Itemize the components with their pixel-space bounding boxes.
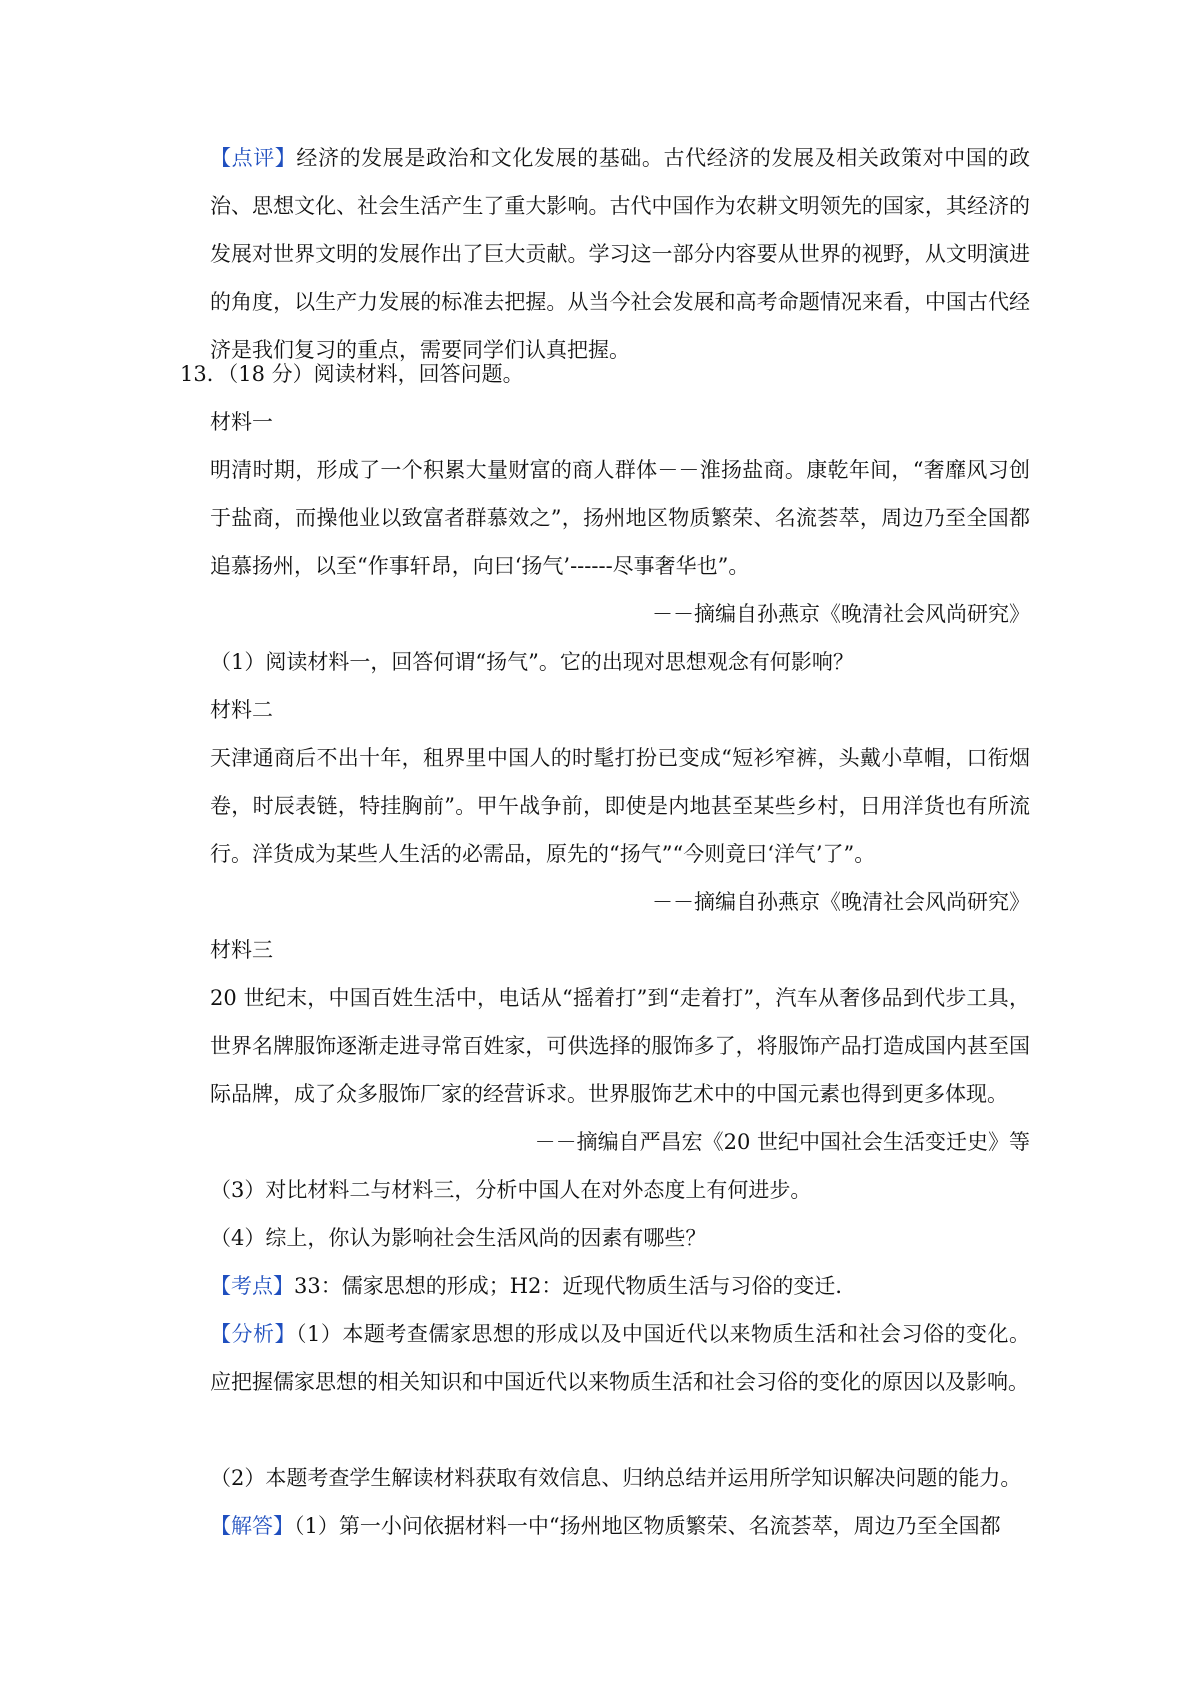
fenxi-text-1: （1）本题考查儒家思想的形成以及中国近代以来物质生活和社会习俗的变化。应把握儒家思想的相关知识和中国近代以来物质生活和社会习俗的变化的原因以及影响。 — [210, 1322, 1030, 1394]
material2-source — [210, 878, 1030, 926]
question-header — [180, 350, 1000, 398]
material1-title — [210, 398, 1030, 446]
question-3-text: （3）对比材料二与材料三，分析中国人在对外态度上有何进步。 — [210, 1178, 812, 1202]
jieda-tag: 【解答】 — [210, 1514, 294, 1538]
kaodian-paragraph — [210, 1262, 1030, 1310]
material1-source-text: －－摘编自孙燕京《晚清社会风尚研究》 — [652, 602, 1030, 626]
kaodian-tag: 【考点】 — [210, 1274, 294, 1298]
material3-title — [210, 926, 1030, 974]
comment-text: 经济的发展是政治和文化发展的基础。古代经济的发展及相关政策对中国的政治、思想文化、社会生活产生了重大影响。古代中国作为农耕文明领先的国家，其经济的发展对世界文明的发展作出了巨大贡献。学习这一部分内容要从世界的视野，从文明演进的角度，以生产力发展的标准去把握。从当今社会发展和高考命题情况来看，中国古代经济是我们复习的重点，需要同学们认真把握。 — [210, 146, 1031, 362]
fenxi-paragraph-1 — [210, 1310, 1030, 1406]
material3-body: 20 世纪末，中国百姓生活中，电话从“摇着打”到“走着打”，汽车从奢侈品到代步工具，世界名牌服饰逐渐走进寻常百姓家，可供选择的服饰多了，将服饰产品打造成国内甚至国际品牌，成了众多服饰厂家的经营诉求。世界服饰艺术中的中国元素也得到更多体现。 — [210, 986, 1030, 1106]
material2-title — [210, 686, 1030, 734]
material1-title-text: 材料一 — [210, 410, 273, 434]
question-3 — [210, 1166, 1030, 1214]
question-4-text: （4）综上，你认为影响社会生活风尚的因素有哪些？ — [210, 1226, 707, 1250]
question-4 — [210, 1214, 1030, 1262]
kaodian-text: 33：儒家思想的形成；H2：近现代物质生活与习俗的变迁． — [294, 1274, 857, 1298]
fenxi-text-2: （2）本题考查学生解读材料获取有效信息、归纳总结并运用所学知识解决问题的能力。 — [210, 1466, 1022, 1490]
material2-body: 天津通商后不出十年，租界里中国人的时髦打扮已变成“短衫窄裤，头戴小草帽，口衔烟卷，时辰表链，特挂胸前”。甲午战争前，即使是内地甚至某些乡村，日用洋货也有所流行。洋货成为某些人生活的必需品，原先的“扬气”“今则竟曰‘洋气’了”。 — [210, 746, 1030, 866]
material2-text — [210, 734, 1030, 878]
material2-source-text: －－摘编自孙燕京《晚清社会风尚研究》 — [652, 890, 1030, 914]
jieda-paragraph — [210, 1502, 1030, 1550]
fenxi-paragraph-2 — [210, 1454, 1030, 1502]
comment-tag: 【点评】 — [210, 146, 297, 170]
jieda-text: （1）第一小问依据材料一中“扬州地区物质繁荣、名流荟萃，周边乃至全国都 — [294, 1514, 1001, 1538]
fenxi-tag: 【分析】 — [210, 1322, 297, 1346]
question-header-text: 13．（18 分）阅读材料，回答问题。 — [180, 362, 524, 386]
material3-title-text: 材料三 — [210, 938, 273, 962]
comment-paragraph — [210, 134, 1030, 374]
material3-source-text: －－摘编自严昌宏《20 世纪中国社会生活变迁史》等 — [534, 1130, 1030, 1154]
material1-source — [210, 590, 1030, 638]
material2-title-text: 材料二 — [210, 698, 273, 722]
question-1-text: （1）阅读材料一，回答何谓“扬气”。它的出现对思想观念有何影响？ — [210, 650, 854, 674]
material1-body: 明清时期，形成了一个积累大量财富的商人群体－－淮扬盐商。康乾年间，“奢靡风习创于盐商，而操他业以致富者群慕效之”，扬州地区物质繁荣、名流荟萃，周边乃至全国都追慕扬州，以至“作事轩昂，向曰‘扬气’------尽事奢华也”。 — [210, 458, 1030, 578]
material3-source — [210, 1118, 1030, 1166]
material3-text — [210, 974, 1030, 1118]
material1-text — [210, 446, 1030, 590]
question-1 — [210, 638, 1030, 686]
